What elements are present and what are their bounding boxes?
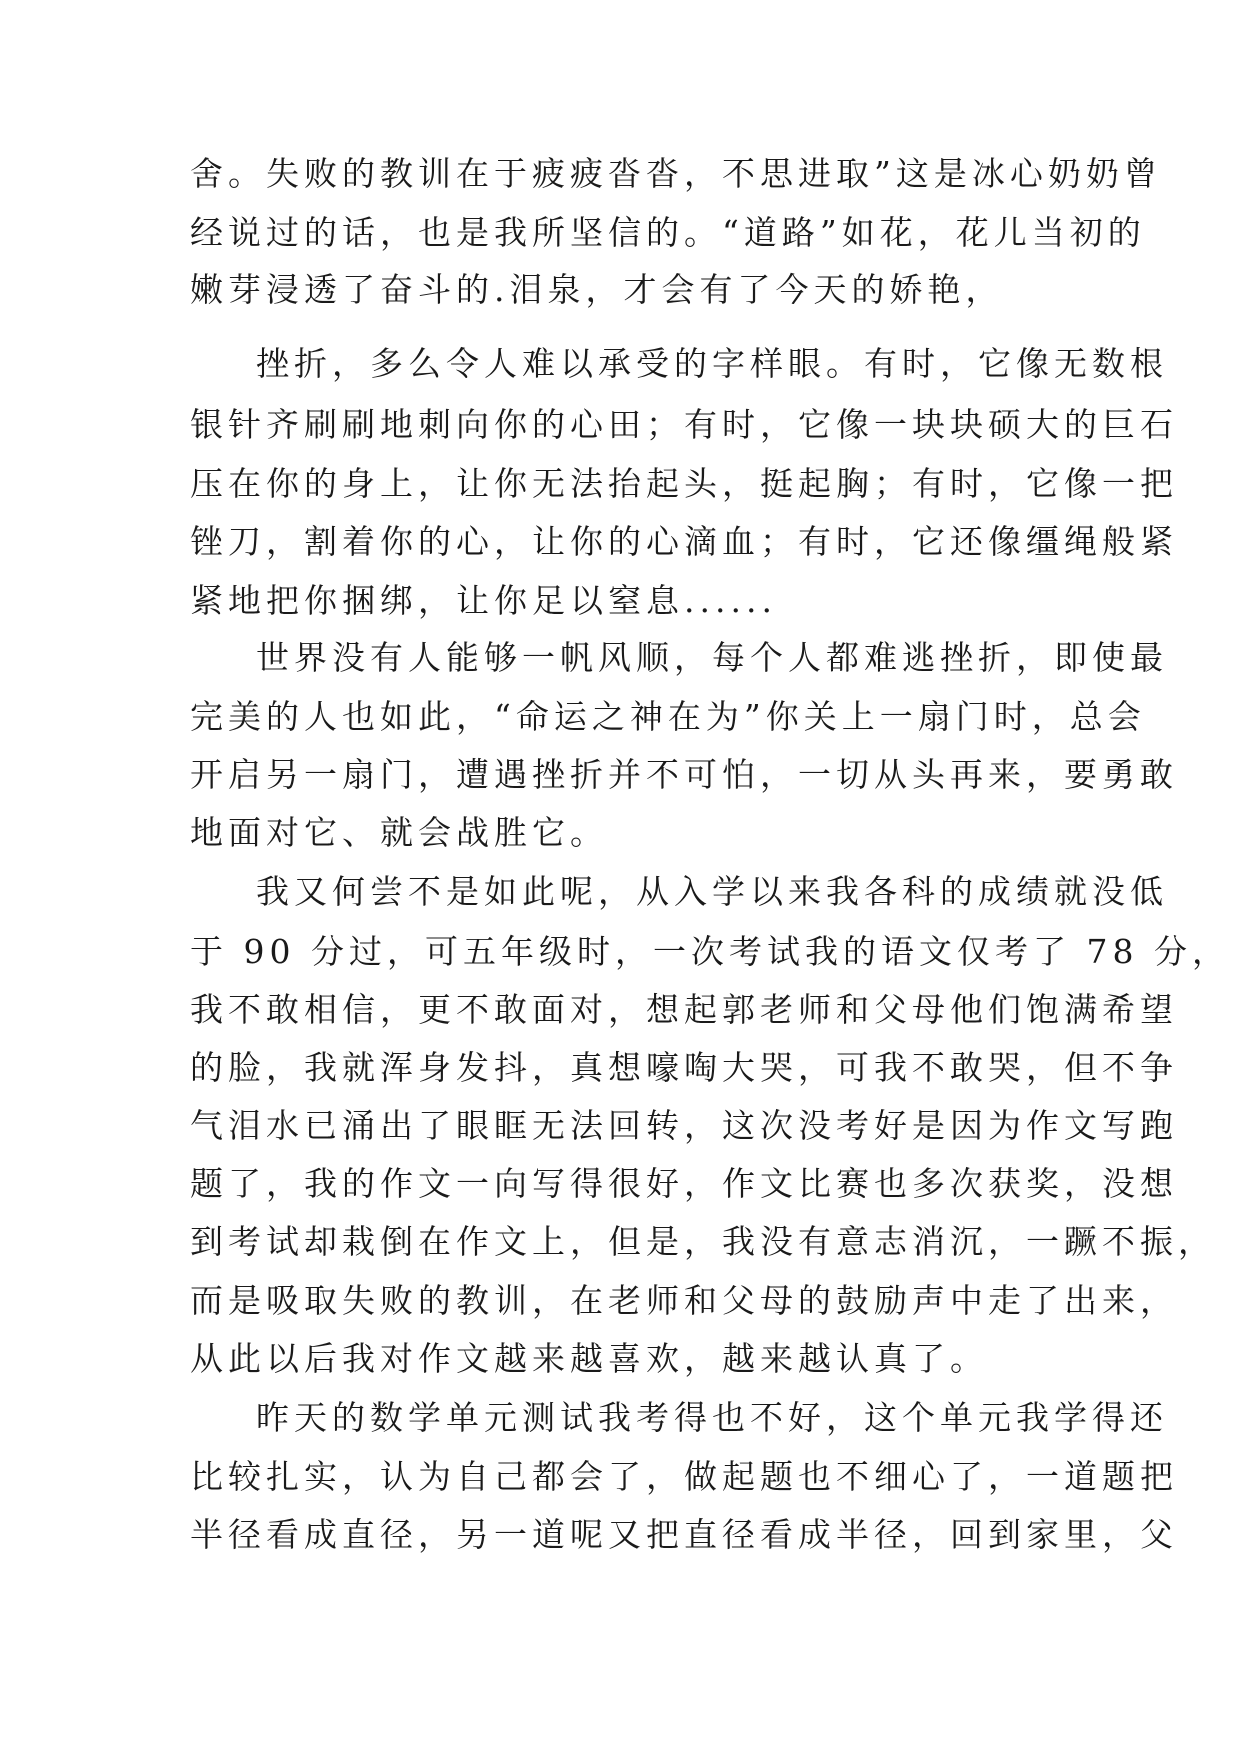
text-line: 气泪水已涌出了眼眶无法回转，这次没考好是因为作文写跑 [190, 1106, 1178, 1145]
text-line: 到考试却栽倒在作文上，但是，我没有意志消沉，一蹶不振， [190, 1222, 1216, 1261]
paragraph-start-line: 昨天的数学单元测试我考得也不好，这个单元我学得还 [256, 1398, 1168, 1437]
paragraph-start-line: 我又何尝不是如此呢，从入学以来我各科的成绩就没低 [256, 872, 1168, 911]
text-line: 于 90 分过，可五年级时，一次考试我的语文仅考了 78 分， [190, 932, 1230, 971]
text-line: 题了，我的作文一向写得很好，作文比赛也多次获奖，没想 [190, 1164, 1178, 1203]
text-line: 舍。失败的教训在于疲疲沓沓，不思进取”这是冰心奶奶曾 [190, 154, 1162, 193]
text-line: 半径看成直径，另一道呢又把直径看成半径，回到家里，父 [190, 1515, 1178, 1554]
paragraph-start-line: 世界没有人能够一帆风顺，每个人都难逃挫折，即使最 [256, 638, 1168, 677]
text-line: 银针齐刷刷地刺向你的心田；有时，它像一块块硕大的巨石 [190, 405, 1178, 444]
text-line: 嫩芽浸透了奋斗的.泪泉，才会有了今天的娇艳， [190, 270, 1004, 309]
text-line: 而是吸取失败的教训，在老师和父母的鼓励声中走了出来， [190, 1281, 1178, 1320]
paragraph-start-line: 挫折，多么令人难以承受的字样眼。有时，它像无数根 [256, 344, 1168, 383]
text-line: 紧地把你捆绑，让你足以窒息...... [190, 581, 777, 620]
text-line: 开启另一扇门，遭遇挫折并不可怕，一切从头再来，要勇敢 [190, 755, 1178, 794]
text-line: 从此以后我对作文越来越喜欢，越来越认真了。 [190, 1339, 988, 1378]
text-line: 地面对它、就会战胜它。 [190, 813, 608, 852]
text-line: 的脸，我就浑身发抖，真想嚎啕大哭，可我不敢哭，但不争 [190, 1048, 1178, 1087]
text-line: 锉刀，割着你的心，让你的心滴血；有时，它还像缰绳般紧 [190, 522, 1178, 561]
text-line: 比较扎实，认为自己都会了，做起题也不细心了，一道题把 [190, 1457, 1178, 1496]
text-line: 我不敢相信，更不敢面对，想起郭老师和父母他们饱满希望 [190, 990, 1178, 1029]
text-line: 完美的人也如此，“命运之神在为”你关上一扇门时，总会 [190, 697, 1146, 736]
text-line: 经说过的话，也是我所坚信的。“道路”如花，花儿当初的 [190, 213, 1146, 252]
text-line: 压在你的身上，让你无法抬起头，挺起胸；有时，它像一把 [190, 464, 1178, 503]
